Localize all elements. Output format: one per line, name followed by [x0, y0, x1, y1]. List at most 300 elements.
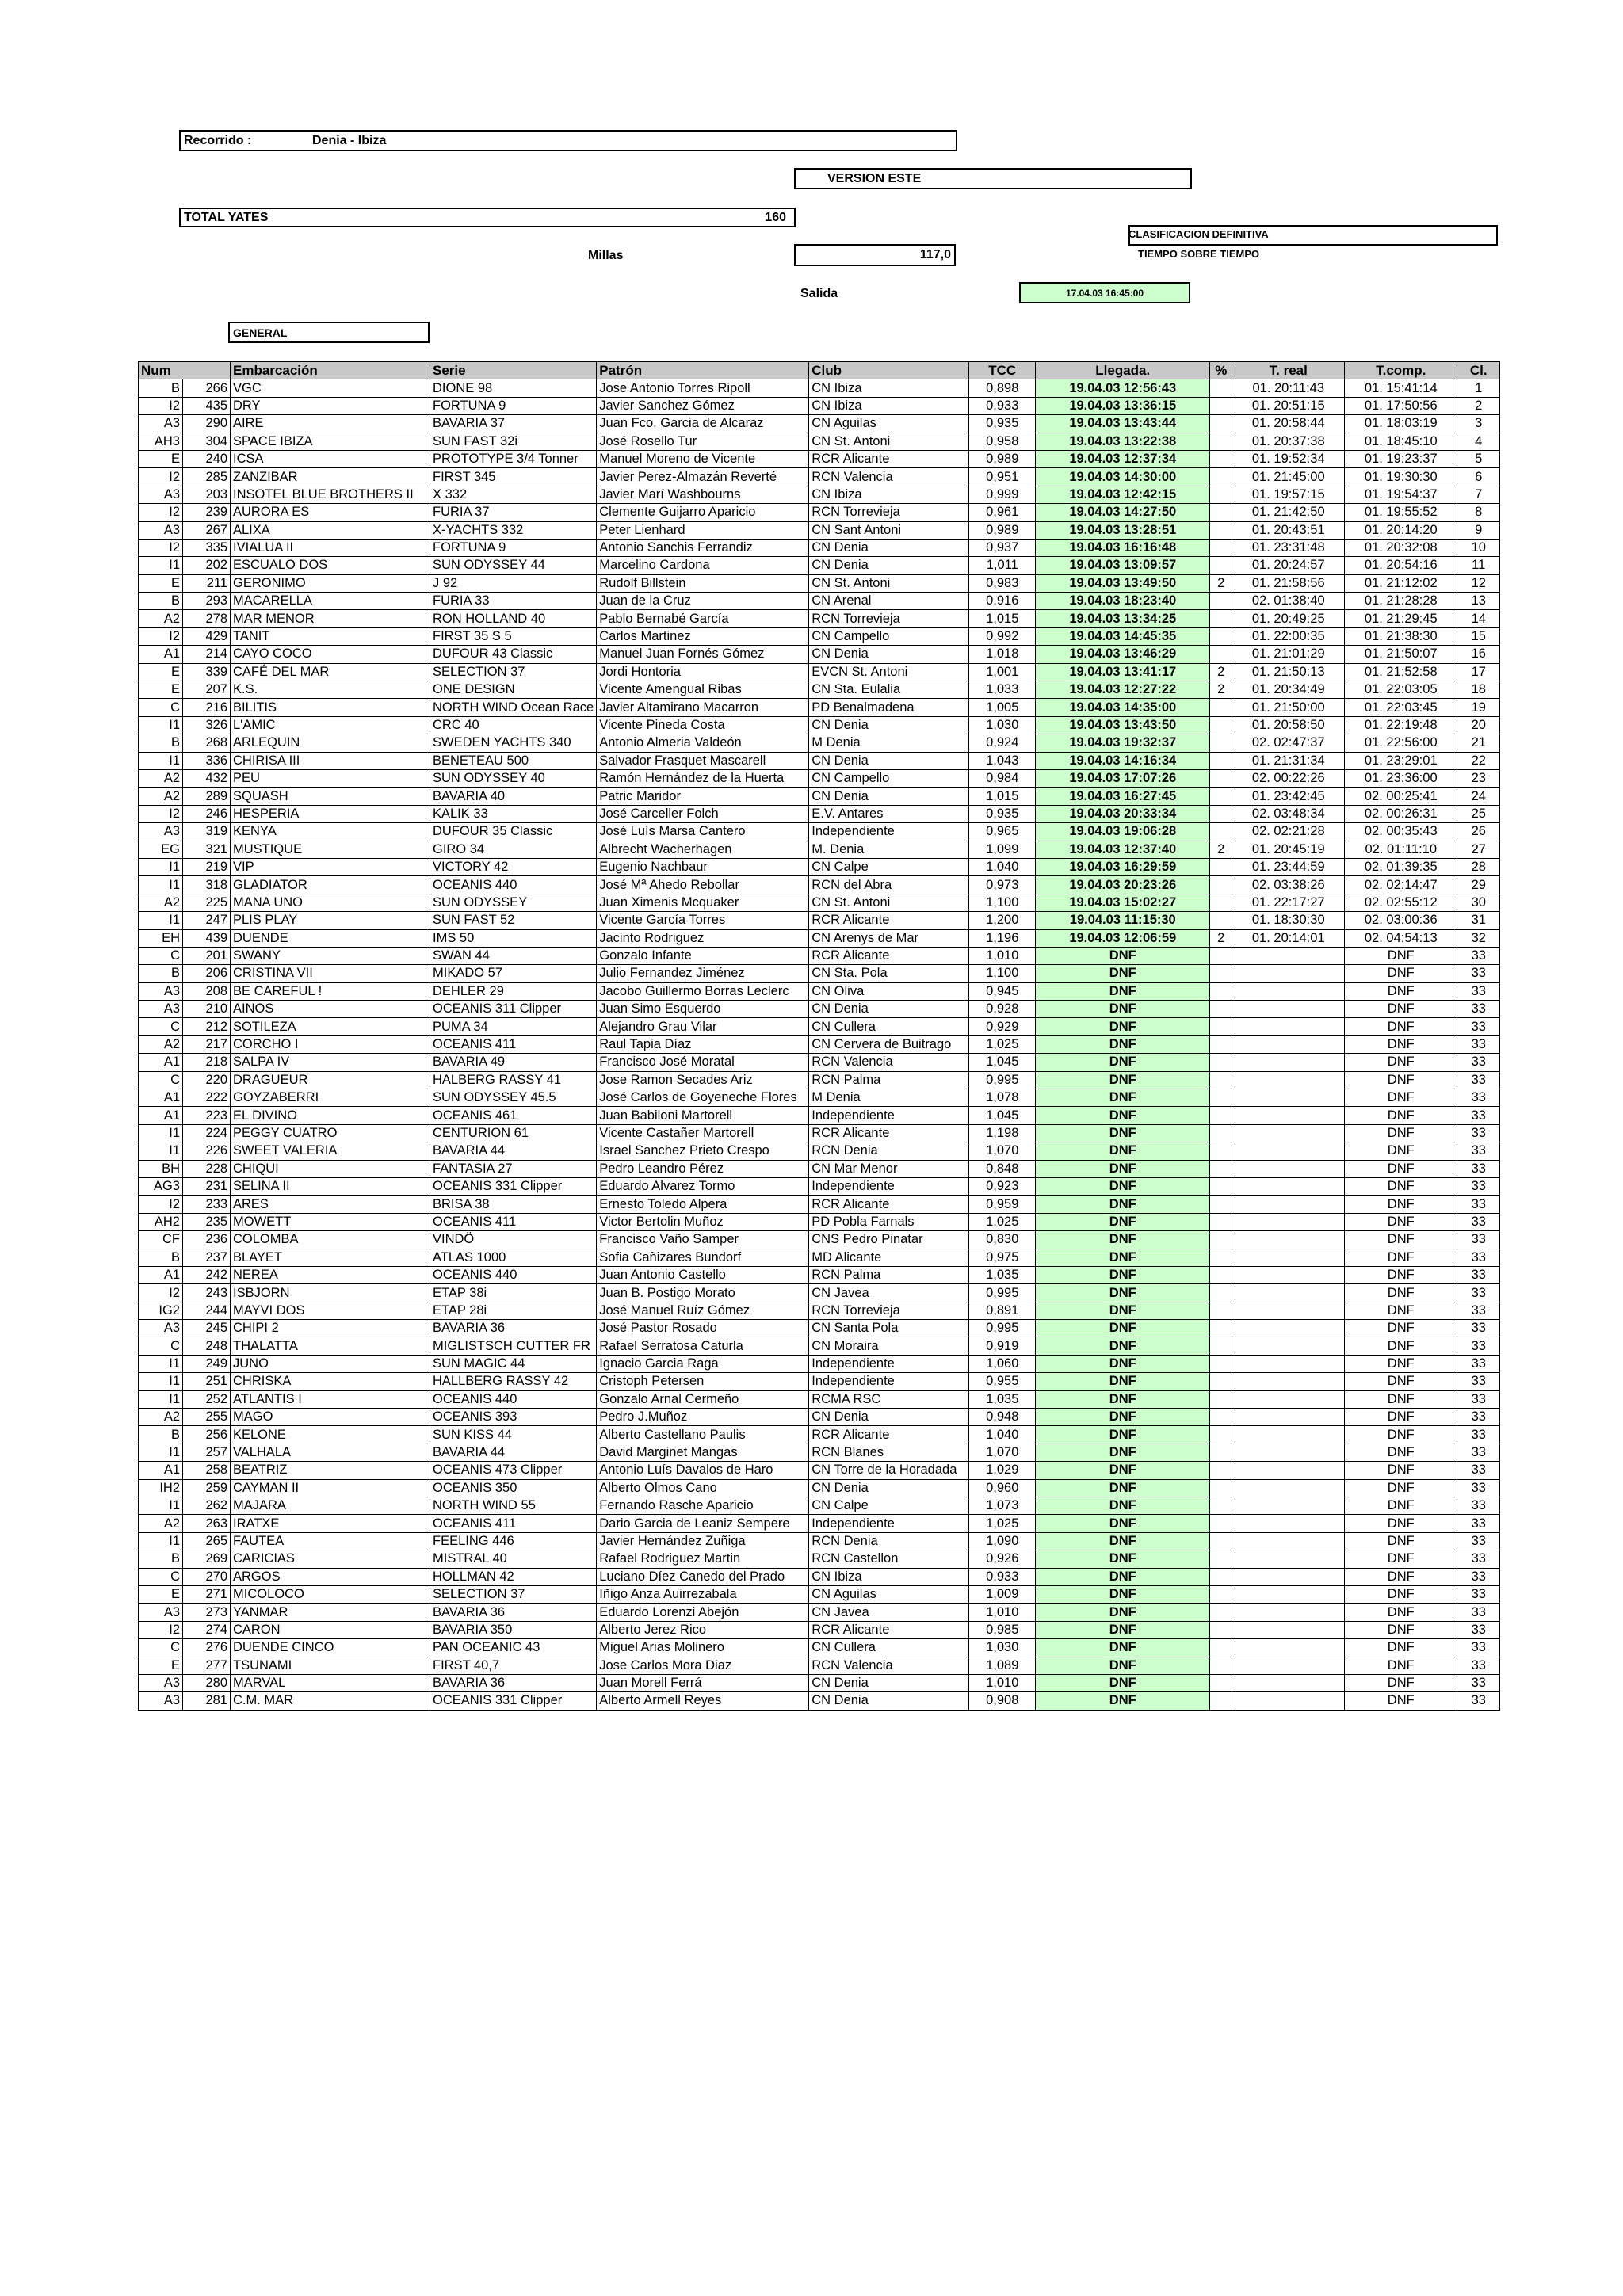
row-treal — [1232, 1444, 1345, 1461]
table-row — [139, 1373, 1500, 1390]
row-tcomp: DNF — [1345, 1639, 1457, 1657]
row-pct — [1210, 379, 1232, 397]
row-tcomp: 02. 02:14:47 — [1345, 876, 1457, 894]
row-pct — [1210, 450, 1232, 467]
row-position: 8 — [1457, 504, 1500, 521]
table-row — [139, 486, 1500, 503]
row-patron: José Manuel Ruíz Gómez — [597, 1302, 809, 1319]
row-club: CN Javea — [809, 1284, 969, 1302]
row-treal — [1232, 1177, 1345, 1195]
table-row — [139, 912, 1500, 929]
row-llegada: DNF — [1036, 1568, 1210, 1585]
row-serie: SUN ODYSSEY 40 — [430, 769, 597, 787]
row-club: CN Aguilas — [809, 415, 969, 433]
row-club: RCR Alicante — [809, 450, 969, 467]
row-sail-number: 225 — [183, 894, 231, 911]
col-cl: Cl. — [1457, 362, 1500, 379]
row-llegada: 19.04.03 19:06:28 — [1036, 823, 1210, 841]
row-llegada: 19.04.03 20:33:34 — [1036, 805, 1210, 822]
row-tcc: 1,078 — [969, 1089, 1036, 1107]
row-tcomp: 01. 21:29:45 — [1345, 610, 1457, 627]
row-patron: Rafael Serratosa Caturla — [597, 1337, 809, 1355]
row-sail-number: 265 — [183, 1532, 231, 1550]
row-boat-name: IVIALUA II — [231, 539, 430, 556]
table-row — [139, 1390, 1500, 1408]
row-tcomp: 02. 03:00:36 — [1345, 912, 1457, 929]
row-serie: KALIK 33 — [430, 805, 597, 822]
row-tcomp: 01. 22:56:00 — [1345, 734, 1457, 752]
row-tcomp: DNF — [1345, 1124, 1457, 1142]
table-row — [139, 1604, 1500, 1621]
millas-value: 117,0 — [919, 248, 951, 261]
row-serie: SUN FAST 32i — [430, 433, 597, 450]
row-class: A3 — [139, 1604, 183, 1621]
row-pct — [1210, 1231, 1232, 1249]
row-treal: 01. 23:42:45 — [1232, 788, 1345, 805]
row-serie: DUFOUR 43 Classic — [430, 646, 597, 663]
col-embarcacion: Embarcación — [231, 362, 430, 379]
row-position: 33 — [1457, 1035, 1500, 1053]
row-patron: Antonio Luís Davalos de Haro — [597, 1462, 809, 1479]
row-llegada: DNF — [1036, 1124, 1210, 1142]
millas-box — [794, 244, 956, 266]
row-pct — [1210, 1692, 1232, 1710]
row-treal — [1232, 947, 1345, 964]
row-club: Independiente — [809, 1355, 969, 1372]
row-serie: SUN MAGIC 44 — [430, 1355, 597, 1372]
row-tcomp: DNF — [1345, 1479, 1457, 1497]
row-patron: Alberto Olmos Cano — [597, 1479, 809, 1497]
row-llegada: 19.04.03 13:41:17 — [1036, 663, 1210, 681]
row-position: 33 — [1457, 1001, 1500, 1018]
row-boat-name: ALIXA — [231, 521, 430, 539]
row-patron: Jordi Hontoria — [597, 663, 809, 681]
row-tcc: 0,983 — [969, 574, 1036, 592]
row-serie: DIONE 98 — [430, 379, 597, 397]
row-tcc: 0,924 — [969, 734, 1036, 752]
row-sail-number: 432 — [183, 769, 231, 787]
recorrido-box — [179, 130, 957, 151]
row-position: 33 — [1457, 1639, 1500, 1657]
row-patron: Alejandro Grau Vilar — [597, 1018, 809, 1035]
row-tcc: 0,989 — [969, 450, 1036, 467]
row-sail-number: 217 — [183, 1035, 231, 1053]
row-boat-name: ZANZIBAR — [231, 468, 430, 486]
row-tcc: 0,923 — [969, 1177, 1036, 1195]
row-sail-number: 248 — [183, 1337, 231, 1355]
row-treal — [1232, 1373, 1345, 1390]
table-row — [139, 1035, 1500, 1053]
row-boat-name: THALATTA — [231, 1337, 430, 1355]
row-sail-number: 207 — [183, 681, 231, 699]
row-class: A3 — [139, 1692, 183, 1710]
row-club: RCN del Abra — [809, 876, 969, 894]
row-tcc: 1,043 — [969, 752, 1036, 769]
row-serie: BAVARIA 37 — [430, 415, 597, 433]
row-position: 16 — [1457, 646, 1500, 663]
row-pct — [1210, 1479, 1232, 1497]
row-position: 33 — [1457, 1107, 1500, 1124]
table-row — [139, 1107, 1500, 1124]
row-llegada: DNF — [1036, 1266, 1210, 1283]
row-patron: José Rosello Tur — [597, 433, 809, 450]
row-treal — [1232, 1054, 1345, 1071]
row-boat-name: YANMAR — [231, 1604, 430, 1621]
row-pct — [1210, 1177, 1232, 1195]
table-row — [139, 716, 1500, 734]
row-serie: PROTOTYPE 3/4 Tonner — [430, 450, 597, 467]
row-tcc: 0,830 — [969, 1231, 1036, 1249]
row-club: PD Benalmadena — [809, 699, 969, 716]
row-sail-number: 268 — [183, 734, 231, 752]
row-tcc: 0,891 — [969, 1302, 1036, 1319]
row-tcomp: DNF — [1345, 1266, 1457, 1283]
row-club: CN Denia — [809, 788, 969, 805]
row-serie: SUN FAST 52 — [430, 912, 597, 929]
row-tcc: 0,960 — [969, 1479, 1036, 1497]
row-club: Independiente — [809, 1373, 969, 1390]
row-pct — [1210, 1018, 1232, 1035]
row-boat-name: DUENDE — [231, 929, 430, 947]
row-llegada: DNF — [1036, 1462, 1210, 1479]
row-boat-name: CHIQUI — [231, 1160, 430, 1177]
row-class: C — [139, 1018, 183, 1035]
row-pct — [1210, 415, 1232, 433]
row-tcc: 1,060 — [969, 1355, 1036, 1372]
row-sail-number: 226 — [183, 1142, 231, 1160]
row-position: 33 — [1457, 1497, 1500, 1515]
row-treal — [1232, 1657, 1345, 1674]
row-sail-number: 211 — [183, 574, 231, 592]
table-row — [139, 699, 1500, 716]
row-serie: SWAN 44 — [430, 947, 597, 964]
row-tcc: 0,933 — [969, 1568, 1036, 1585]
row-pct — [1210, 1320, 1232, 1337]
row-patron: Alberto Armell Reyes — [597, 1692, 809, 1710]
row-tcc: 0,959 — [969, 1196, 1036, 1213]
row-llegada: DNF — [1036, 1621, 1210, 1638]
row-tcc: 1,025 — [969, 1213, 1036, 1230]
row-tcc: 0,995 — [969, 1284, 1036, 1302]
row-sail-number: 439 — [183, 929, 231, 947]
row-position: 33 — [1457, 947, 1500, 964]
row-class: I1 — [139, 876, 183, 894]
row-llegada: DNF — [1036, 1444, 1210, 1461]
row-llegada: DNF — [1036, 1231, 1210, 1249]
row-position: 30 — [1457, 894, 1500, 911]
row-class: BH — [139, 1160, 183, 1177]
row-patron: David Marginet Mangas — [597, 1444, 809, 1461]
row-pct — [1210, 894, 1232, 911]
row-tcomp: DNF — [1345, 1355, 1457, 1372]
row-patron: Manuel Juan Fornés Gómez — [597, 646, 809, 663]
row-tcomp: DNF — [1345, 1107, 1457, 1124]
row-tcc: 0,984 — [969, 769, 1036, 787]
row-serie: OCEANIS 440 — [430, 1390, 597, 1408]
row-boat-name: TANIT — [231, 627, 430, 645]
row-tcomp: 01. 18:03:19 — [1345, 415, 1457, 433]
row-tcc: 1,005 — [969, 699, 1036, 716]
row-position: 24 — [1457, 788, 1500, 805]
table-row — [139, 1284, 1500, 1302]
row-class: A2 — [139, 769, 183, 787]
row-sail-number: 224 — [183, 1124, 231, 1142]
row-class: I2 — [139, 397, 183, 414]
row-patron: Raul Tapia Díaz — [597, 1035, 809, 1053]
row-pct — [1210, 1639, 1232, 1657]
table-row — [139, 1018, 1500, 1035]
row-club: Independiente — [809, 1107, 969, 1124]
row-pct — [1210, 1213, 1232, 1230]
row-sail-number: 242 — [183, 1266, 231, 1283]
table-row — [139, 1568, 1500, 1585]
row-sail-number: 237 — [183, 1249, 231, 1266]
row-position: 33 — [1457, 1657, 1500, 1674]
row-tcomp: DNF — [1345, 1426, 1457, 1444]
row-position: 33 — [1457, 1444, 1500, 1461]
row-serie: FIRST 40,7 — [430, 1657, 597, 1674]
row-treal: 02. 02:21:28 — [1232, 823, 1345, 841]
row-boat-name: CARON — [231, 1621, 430, 1638]
row-boat-name: CARICIAS — [231, 1550, 430, 1568]
table-row — [139, 627, 1500, 645]
row-patron: Juan Antonio Castello — [597, 1266, 809, 1283]
row-tcc: 1,089 — [969, 1657, 1036, 1674]
row-patron: Cristoph Petersen — [597, 1373, 809, 1390]
row-treal — [1232, 1585, 1345, 1603]
row-llegada: 19.04.03 17:07:26 — [1036, 769, 1210, 787]
row-tcomp: DNF — [1345, 1320, 1457, 1337]
row-patron: Javier Altamirano Macarron — [597, 699, 809, 716]
row-boat-name: SQUASH — [231, 788, 430, 805]
row-tcomp: DNF — [1345, 947, 1457, 964]
row-treal — [1232, 1497, 1345, 1515]
row-club: E.V. Antares — [809, 805, 969, 822]
row-club: M Denia — [809, 734, 969, 752]
row-boat-name: AIRE — [231, 415, 430, 433]
row-patron: Fernando Rasche Aparicio — [597, 1497, 809, 1515]
row-llegada: 19.04.03 12:37:34 — [1036, 450, 1210, 467]
row-tcc: 1,196 — [969, 929, 1036, 947]
row-serie: ATLAS 1000 — [430, 1249, 597, 1266]
row-tcc: 0,955 — [969, 1373, 1036, 1390]
row-llegada: DNF — [1036, 1585, 1210, 1603]
row-treal — [1232, 1604, 1345, 1621]
row-boat-name: COLOMBA — [231, 1231, 430, 1249]
row-position: 33 — [1457, 1054, 1500, 1071]
table-row — [139, 1639, 1500, 1657]
row-boat-name: JUNO — [231, 1355, 430, 1372]
row-sail-number: 266 — [183, 379, 231, 397]
row-sail-number: 318 — [183, 876, 231, 894]
general-box — [228, 322, 430, 343]
row-tcomp: DNF — [1345, 1302, 1457, 1319]
col-treal: T. real — [1232, 362, 1345, 379]
row-club: CN Santa Pola — [809, 1320, 969, 1337]
row-sail-number: 243 — [183, 1284, 231, 1302]
row-tcomp: 01. 22:19:48 — [1345, 716, 1457, 734]
row-tcomp: 01. 20:14:20 — [1345, 521, 1457, 539]
row-serie: X 332 — [430, 486, 597, 503]
row-patron: Juan Simo Esquerdo — [597, 1001, 809, 1018]
row-treal: 01. 20:51:15 — [1232, 397, 1345, 414]
row-club: Independiente — [809, 1515, 969, 1532]
row-treal: 01. 23:31:48 — [1232, 539, 1345, 556]
row-treal — [1232, 1621, 1345, 1638]
row-tcc: 0,935 — [969, 805, 1036, 822]
row-serie: BAVARIA 36 — [430, 1604, 597, 1621]
row-class: I1 — [139, 912, 183, 929]
row-pct — [1210, 716, 1232, 734]
row-position: 6 — [1457, 468, 1500, 486]
row-serie: HALLBERG RASSY 42 — [430, 1373, 597, 1390]
row-patron: Jacinto Rodriguez — [597, 929, 809, 947]
row-treal: 02. 00:22:26 — [1232, 769, 1345, 787]
row-tcc: 1,030 — [969, 1639, 1036, 1657]
row-class: E — [139, 1585, 183, 1603]
row-sail-number: 336 — [183, 752, 231, 769]
row-pct — [1210, 397, 1232, 414]
table-row — [139, 734, 1500, 752]
row-pct: 2 — [1210, 929, 1232, 947]
row-serie: DEHLER 29 — [430, 982, 597, 1000]
row-position: 33 — [1457, 1515, 1500, 1532]
table-row — [139, 397, 1500, 414]
row-tcc: 0,951 — [969, 468, 1036, 486]
row-pct — [1210, 947, 1232, 964]
row-serie: FIRST 35 S 5 — [430, 627, 597, 645]
row-treal — [1232, 1071, 1345, 1089]
row-tcomp: DNF — [1345, 1568, 1457, 1585]
row-pct — [1210, 1266, 1232, 1283]
row-patron: Javier Sanchez Gómez — [597, 397, 809, 414]
row-tcomp: DNF — [1345, 1177, 1457, 1195]
row-club: CN Ibiza — [809, 397, 969, 414]
row-position: 33 — [1457, 965, 1500, 982]
row-patron: Iñigo Anza Auirrezabala — [597, 1585, 809, 1603]
row-class: B — [139, 1249, 183, 1266]
row-tcc: 0,985 — [969, 1621, 1036, 1638]
row-treal: 01. 22:17:27 — [1232, 894, 1345, 911]
table-row — [139, 982, 1500, 1000]
row-pct — [1210, 699, 1232, 716]
row-treal — [1232, 1249, 1345, 1266]
table-row — [139, 1160, 1500, 1177]
recorrido-value: Denia - Ibiza — [312, 133, 387, 147]
row-pct — [1210, 627, 1232, 645]
row-position: 10 — [1457, 539, 1500, 556]
row-treal: 02. 01:38:40 — [1232, 593, 1345, 610]
row-treal — [1232, 1231, 1345, 1249]
row-treal: 01. 21:01:29 — [1232, 646, 1345, 663]
row-tcomp: DNF — [1345, 1196, 1457, 1213]
row-boat-name: ISBJORN — [231, 1284, 430, 1302]
row-class: I1 — [139, 716, 183, 734]
row-position: 33 — [1457, 1160, 1500, 1177]
salida-value: 17.04.03 16:45:00 — [1065, 287, 1144, 299]
row-llegada: 19.04.03 16:16:48 — [1036, 539, 1210, 556]
row-position: 33 — [1457, 1604, 1500, 1621]
row-club: RCN Torrevieja — [809, 504, 969, 521]
row-club: CN Campello — [809, 769, 969, 787]
row-tcomp: 01. 19:54:37 — [1345, 486, 1457, 503]
row-position: 5 — [1457, 450, 1500, 467]
table-row — [139, 841, 1500, 858]
row-boat-name: C.M. MAR — [231, 1692, 430, 1710]
row-club: CN Denia — [809, 752, 969, 769]
row-club: CN Sta. Pola — [809, 965, 969, 982]
row-llegada: 19.04.03 13:36:15 — [1036, 397, 1210, 414]
row-boat-name: BLAYET — [231, 1249, 430, 1266]
row-tcc: 1,030 — [969, 716, 1036, 734]
row-class: I2 — [139, 1621, 183, 1638]
row-llegada: 19.04.03 12:42:15 — [1036, 486, 1210, 503]
row-patron: Eduardo Alvarez Tormo — [597, 1177, 809, 1195]
row-tcc: 0,961 — [969, 504, 1036, 521]
row-treal — [1232, 1674, 1345, 1691]
row-pct — [1210, 1621, 1232, 1638]
row-boat-name: KENYA — [231, 823, 430, 841]
row-treal: 01. 21:50:00 — [1232, 699, 1345, 716]
total-yates-label: TOTAL YATES — [184, 210, 269, 224]
row-serie: RON HOLLAND 40 — [430, 610, 597, 627]
row-serie: HALBERG RASSY 41 — [430, 1071, 597, 1089]
row-sail-number: 228 — [183, 1160, 231, 1177]
salida-label: Salida — [800, 287, 838, 300]
row-serie: OCEANIS 331 Clipper — [430, 1692, 597, 1710]
row-patron: Gonzalo Arnal Cermeño — [597, 1390, 809, 1408]
row-tcomp: DNF — [1345, 1462, 1457, 1479]
row-sail-number: 269 — [183, 1550, 231, 1568]
row-tcomp: DNF — [1345, 965, 1457, 982]
row-treal: 01. 21:58:56 — [1232, 574, 1345, 592]
table-row — [139, 1213, 1500, 1230]
row-tcomp: DNF — [1345, 1054, 1457, 1071]
row-tcc: 0,965 — [969, 823, 1036, 841]
row-boat-name: ARLEQUIN — [231, 734, 430, 752]
row-boat-name: DRY — [231, 397, 430, 414]
row-pct — [1210, 539, 1232, 556]
row-serie: BAVARIA 44 — [430, 1444, 597, 1461]
table-row — [139, 1462, 1500, 1479]
row-club: RCN Denia — [809, 1532, 969, 1550]
row-patron: José Mª Ahedo Rebollar — [597, 876, 809, 894]
row-treal — [1232, 1390, 1345, 1408]
row-treal: 01. 21:42:50 — [1232, 504, 1345, 521]
row-treal — [1232, 1426, 1345, 1444]
row-tcc: 1,070 — [969, 1444, 1036, 1461]
row-treal — [1232, 1213, 1345, 1230]
row-treal — [1232, 1479, 1345, 1497]
row-position: 33 — [1457, 1231, 1500, 1249]
row-serie: OCEANIS 473 Clipper — [430, 1462, 597, 1479]
row-llegada: 19.04.03 14:30:00 — [1036, 468, 1210, 486]
table-row — [139, 415, 1500, 433]
row-tcomp: DNF — [1345, 982, 1457, 1000]
row-pct — [1210, 734, 1232, 752]
row-patron: Manuel Moreno de Vicente — [597, 450, 809, 467]
row-sail-number: 247 — [183, 912, 231, 929]
row-position: 28 — [1457, 858, 1500, 875]
row-sail-number: 214 — [183, 646, 231, 663]
row-tcomp: 01. 21:12:02 — [1345, 574, 1457, 592]
row-sail-number: 212 — [183, 1018, 231, 1035]
row-position: 33 — [1457, 1355, 1500, 1372]
row-patron: Vicente García Torres — [597, 912, 809, 929]
table-row — [139, 646, 1500, 663]
row-class: I1 — [139, 1532, 183, 1550]
row-llegada: 19.04.03 13:43:50 — [1036, 716, 1210, 734]
